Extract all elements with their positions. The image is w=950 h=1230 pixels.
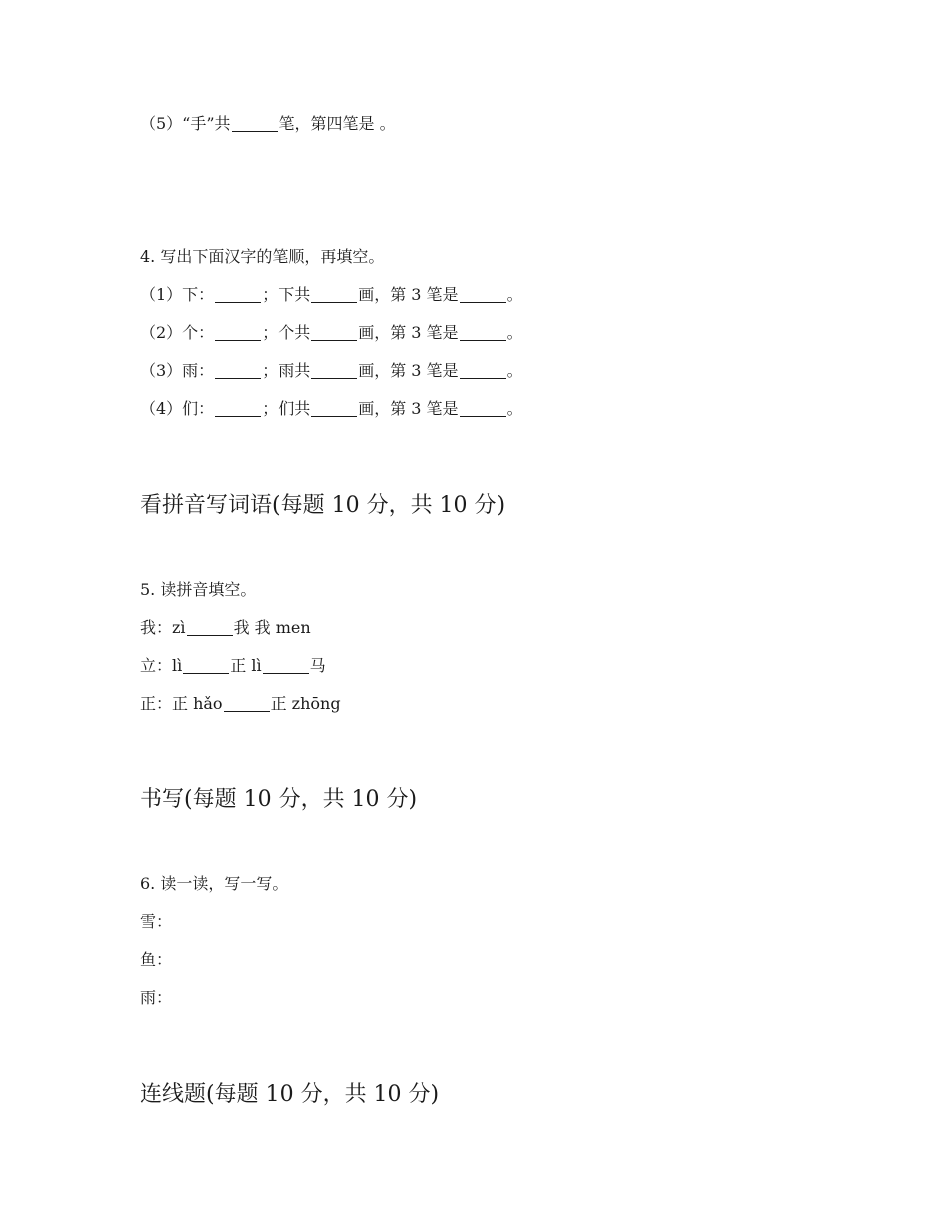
item-prefix: （2）个： — [140, 323, 215, 342]
item-text: 画，第 3 笔是 — [358, 323, 459, 342]
item-text: ；们共 — [262, 399, 311, 418]
item-prefix: （4）们： — [140, 399, 215, 418]
answer-blank[interactable] — [460, 362, 506, 379]
item-text: 立：lì — [140, 656, 183, 675]
answer-blank[interactable] — [311, 286, 357, 303]
item-text: 画，第 3 笔是 — [358, 399, 459, 418]
item-text: ；雨共 — [262, 361, 311, 380]
answer-blank[interactable] — [224, 695, 270, 712]
answer-blank[interactable] — [187, 619, 233, 636]
answer-blank[interactable] — [263, 657, 309, 674]
question-6-item-2: 鱼： — [140, 950, 173, 969]
question-5-line-3 — [140, 694, 341, 714]
item-prefix: （3）雨： — [140, 361, 215, 380]
question-3-item-5 — [140, 114, 396, 134]
item-text: 我：zì — [140, 618, 186, 637]
answer-blank[interactable] — [311, 324, 357, 341]
question-5-title: 5. 读拼音填空。 — [140, 580, 257, 599]
answer-blank[interactable] — [215, 400, 261, 417]
answer-blank[interactable] — [311, 400, 357, 417]
item-end: 。 — [506, 361, 523, 380]
answer-blank[interactable] — [460, 324, 506, 341]
question-6-item-1: 雪： — [140, 912, 173, 931]
item-prefix: （1）下： — [140, 285, 215, 304]
item-text: 正 zhōng — [270, 694, 341, 713]
question-6-title: 6. 读一读，写一写。 — [140, 874, 289, 893]
section-heading-matching: 连线题(每题 10 分，共 10 分) — [140, 1082, 440, 1107]
item-text: 画，第 3 笔是 — [358, 361, 459, 380]
item-text: 画，第 3 笔是 — [358, 285, 459, 304]
question-4-item-1 — [140, 285, 523, 305]
question-5-line-2 — [140, 656, 326, 676]
item-text: 马 — [309, 656, 326, 675]
item-text: 笔，第四笔是 。 — [278, 114, 396, 133]
item-text: 正 lì — [230, 656, 262, 675]
item-text: 正：正 hǎo — [140, 694, 223, 713]
answer-blank[interactable] — [232, 115, 278, 132]
answer-blank[interactable] — [460, 286, 506, 303]
question-4-item-2 — [140, 323, 523, 343]
section-heading-pinyin: 看拼音写词语(每题 10 分，共 10 分) — [140, 493, 506, 518]
answer-blank[interactable] — [183, 657, 229, 674]
item-end: 。 — [506, 399, 523, 418]
answer-blank[interactable] — [215, 286, 261, 303]
section-heading-writing: 书写(每题 10 分，共 10 分) — [140, 787, 418, 812]
question-4-item-4 — [140, 399, 523, 419]
item-text: （5）“手”共 — [140, 114, 231, 133]
answer-blank[interactable] — [215, 362, 261, 379]
item-end: 。 — [506, 323, 523, 342]
answer-blank[interactable] — [311, 362, 357, 379]
answer-blank[interactable] — [215, 324, 261, 341]
question-5-line-1 — [140, 618, 311, 638]
answer-blank[interactable] — [460, 400, 506, 417]
item-end: 。 — [506, 285, 523, 304]
question-6-item-3: 雨： — [140, 988, 173, 1007]
question-4-item-3 — [140, 361, 523, 381]
item-text: ；个共 — [262, 323, 311, 342]
item-text: 我 我 men — [233, 618, 311, 637]
item-text: ；下共 — [262, 285, 311, 304]
question-4-title: 4. 写出下面汉字的笔顺，再填空。 — [140, 247, 385, 266]
